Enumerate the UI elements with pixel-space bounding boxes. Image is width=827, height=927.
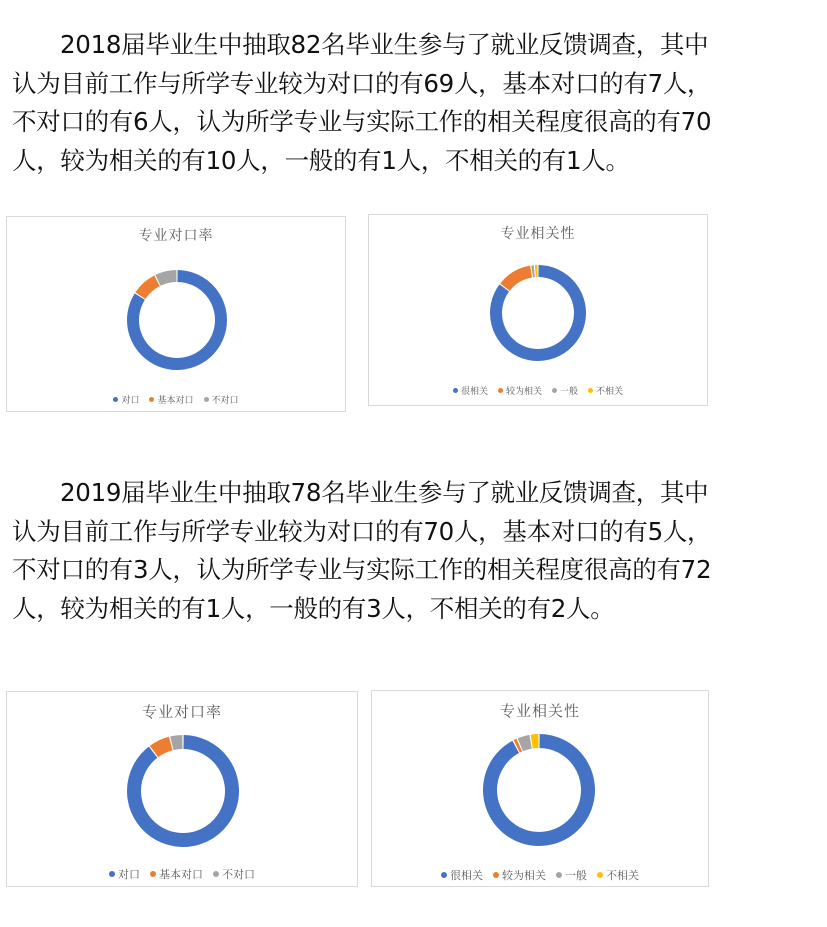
chart-legend <box>372 867 708 883</box>
legend-swatch <box>113 397 118 402</box>
chart-legend <box>7 866 357 882</box>
legend-item <box>498 384 542 397</box>
legend-label: 较为相关 <box>505 387 542 397</box>
donut-slice-3 <box>172 742 183 743</box>
legend-swatch <box>552 388 557 393</box>
legend-item <box>453 384 488 397</box>
legend-swatch <box>204 397 209 402</box>
chart-title: 专业相关性 <box>500 226 576 242</box>
legend-swatch <box>556 872 562 878</box>
donut-slice-1 <box>490 741 588 839</box>
chart-legend <box>7 393 345 406</box>
legend-item <box>441 867 483 883</box>
legend-item <box>204 393 239 406</box>
legend-label: 很相关 <box>460 387 488 397</box>
donut-chart <box>7 217 345 411</box>
chart-card-2018-match-rate <box>6 216 346 412</box>
paragraph-2019 <box>12 474 812 628</box>
chart-title: 专业对口率 <box>138 228 214 244</box>
chart-card-2019-relevance <box>371 690 709 887</box>
legend-label: 基本对口 <box>159 868 203 881</box>
paragraph-line: 人，较为相关的有10人，一般的有1人，不相关的有1人。 <box>12 145 630 175</box>
donut-chart <box>372 691 708 886</box>
legend-label: 较为相关 <box>502 869 546 882</box>
paragraph-line: 认为目前工作与所学专业较为对口的有69人，基本对口的有7人， <box>12 68 712 98</box>
legend-swatch <box>441 872 447 878</box>
chart-card-2018-relevance <box>368 214 708 406</box>
legend-swatch <box>150 871 156 877</box>
legend-swatch <box>498 388 503 393</box>
chart-title: 专业对口率 <box>141 703 222 721</box>
legend-swatch <box>493 872 499 878</box>
donut-slice-1 <box>134 742 232 840</box>
legend-item <box>556 867 587 883</box>
donut-slice-3 <box>158 276 177 280</box>
donut-slice-2 <box>140 281 157 296</box>
legend-label: 一般 <box>565 869 587 882</box>
legend-swatch <box>597 872 603 878</box>
legend-item <box>493 867 546 883</box>
paragraph-line: 人，较为相关的有1人，一般的有3人，不相关的有2人。 <box>12 593 615 623</box>
legend-swatch <box>149 397 154 402</box>
legend-swatch <box>109 871 115 877</box>
legend-item <box>552 384 578 397</box>
paragraph-line: 认为目前工作与所学专业较为对口的有70人，基本对口的有5人， <box>12 516 712 546</box>
donut-slice-4 <box>532 741 539 742</box>
paragraph-line: 不对口的有3人，认为所学专业与实际工作的相关程度很高的有72 <box>12 555 712 584</box>
legend-label: 很相关 <box>450 869 483 882</box>
legend-label: 对口 <box>121 396 140 406</box>
legend-label: 不对口 <box>222 868 255 881</box>
legend-label: 一般 <box>560 387 579 397</box>
legend-label: 基本对口 <box>157 396 194 406</box>
legend-swatch <box>453 388 458 393</box>
chart-legend <box>369 384 707 397</box>
donut-slice-2 <box>154 744 171 752</box>
donut-chart <box>369 215 707 405</box>
paragraph-2018 <box>12 26 812 180</box>
donut-slice-3 <box>520 742 530 745</box>
legend-item <box>149 393 193 406</box>
chart-card-2019-match-rate <box>6 691 358 887</box>
legend-swatch <box>213 871 219 877</box>
legend-item <box>213 866 255 882</box>
donut-slice-2 <box>517 745 520 746</box>
legend-item <box>150 866 203 882</box>
legend-label: 不相关 <box>596 387 624 397</box>
donut-slice-2 <box>505 272 531 288</box>
paragraph-line: 2018届毕业生中抽取82名毕业生参与了就业反馈调查，其中 <box>60 30 709 59</box>
legend-label: 不对口 <box>211 396 239 406</box>
paragraph-line: 2019届毕业生中抽取78名毕业生参与了就业反馈调查，其中 <box>60 478 709 507</box>
legend-label: 对口 <box>118 868 140 881</box>
legend-item <box>113 393 139 406</box>
donut-chart <box>7 692 357 886</box>
paragraph-line: 不对口的有6人，认为所学专业与实际工作的相关程度很高的有70 <box>12 107 712 136</box>
chart-title: 专业相关性 <box>499 702 580 720</box>
legend-item <box>588 384 623 397</box>
legend-item <box>597 867 639 883</box>
legend-item <box>109 866 140 882</box>
legend-swatch <box>588 388 593 393</box>
legend-label: 不相关 <box>606 869 639 882</box>
